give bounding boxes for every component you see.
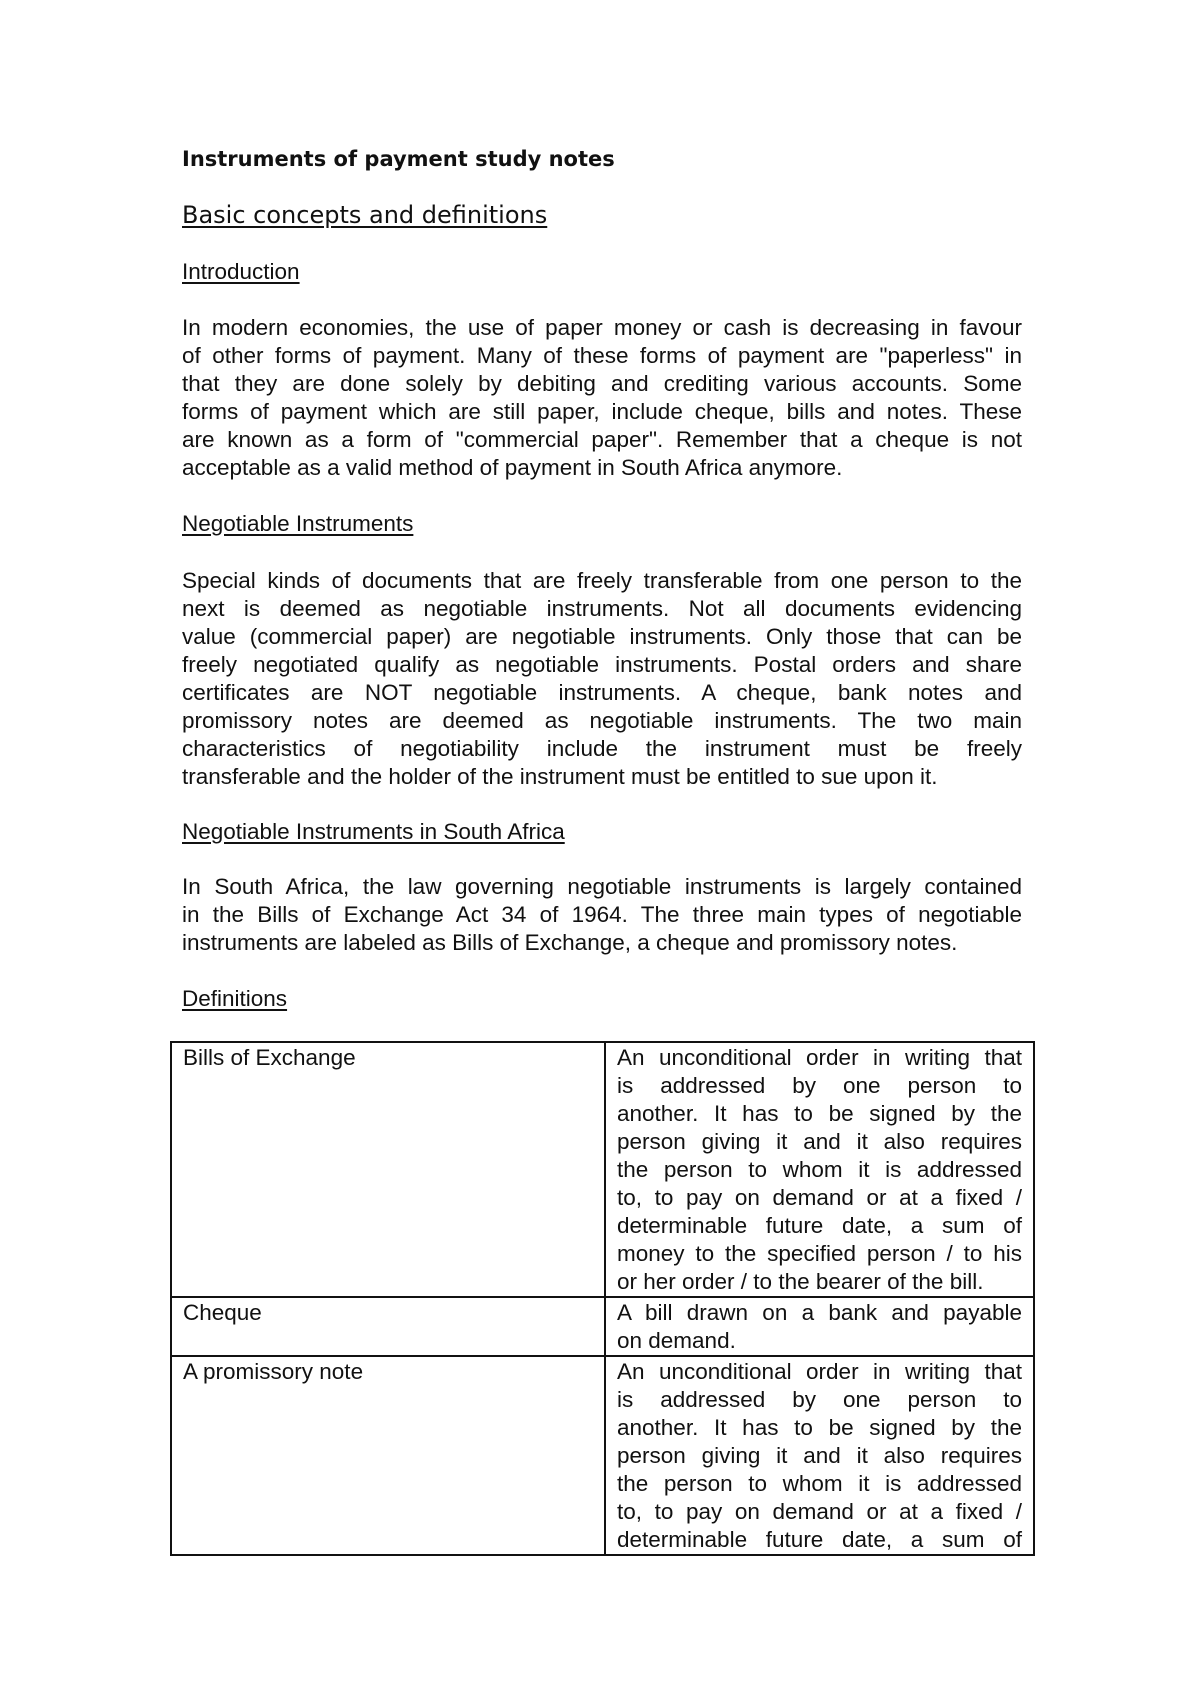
text-line: in the Bills of Exchange Act 34 of 1964. The three main types of negotiable bbox=[182, 902, 1022, 927]
definitions-heading: Definitions bbox=[182, 986, 288, 1011]
text-line: freely negotiated qualify as negotiable instruments. Postal orders and share bbox=[182, 652, 1022, 677]
definitions-table bbox=[170, 1041, 1035, 1556]
text-line: to, to pay on demand or at a fixed / bbox=[617, 1185, 1022, 1210]
term-cell: Bills of Exchange bbox=[171, 1042, 605, 1297]
text-line: promissory notes are deemed as negotiable instruments. The two main bbox=[182, 708, 1022, 733]
definition-cell bbox=[605, 1042, 1034, 1297]
definition-cell bbox=[605, 1356, 1034, 1555]
text-line: to, to pay on demand or at a fixed / bbox=[617, 1499, 1022, 1524]
text-line: person giving it and it also requires bbox=[617, 1443, 1022, 1468]
text-line: another. It has to be signed by the bbox=[617, 1415, 1022, 1440]
text-line: certificates are NOT negotiable instruments. A cheque, bank notes and bbox=[182, 680, 1022, 705]
table-row bbox=[171, 1356, 1034, 1555]
text-line: determinable future date, a sum of bbox=[617, 1213, 1022, 1238]
text-line: In modern economies, the use of paper money or cash is decreasing in favour bbox=[182, 315, 1022, 340]
text-line: value (commercial paper) are negotiable instruments. Only those that can be bbox=[182, 624, 1022, 649]
negotiable-instruments-paragraph bbox=[182, 567, 1022, 791]
text-line: determinable future date, a sum of bbox=[617, 1527, 1022, 1552]
introduction-heading: Introduction bbox=[182, 259, 300, 284]
text-line: next is deemed as negotiable instruments. Not all documents evidencing bbox=[182, 596, 1022, 621]
text-line: or her order / to the bearer of the bill. bbox=[617, 1269, 984, 1294]
text-line: on demand. bbox=[617, 1328, 736, 1353]
text-line: another. It has to be signed by the bbox=[617, 1101, 1022, 1126]
text-line: are known as a form of "commercial paper". Remember that a cheque is not bbox=[182, 427, 1022, 452]
introduction-paragraph bbox=[182, 314, 1022, 482]
text-line: A bill drawn on a bank and payable bbox=[617, 1300, 1022, 1325]
text-line: characteristics of negotiability include the instrument must be freely bbox=[182, 736, 1022, 761]
text-line: An unconditional order in writing that bbox=[617, 1359, 1022, 1384]
text-line: In South Africa, the law governing negotiable instruments is largely contained bbox=[182, 874, 1022, 899]
document-title: Instruments of payment study notes bbox=[182, 147, 615, 171]
text-line: the person to whom it is addressed bbox=[617, 1157, 1022, 1182]
term-cell: Cheque bbox=[171, 1297, 605, 1356]
term-cell: A promissory note bbox=[171, 1356, 605, 1555]
text-line: An unconditional order in writing that bbox=[617, 1045, 1022, 1070]
text-line: money to the specified person / to his bbox=[617, 1241, 1022, 1266]
text-line: that they are done solely by debiting and crediting various accounts. Some bbox=[182, 371, 1022, 396]
table-row bbox=[171, 1042, 1034, 1297]
definition-cell bbox=[605, 1297, 1034, 1356]
negotiable-instruments-heading: Negotiable Instruments bbox=[182, 511, 414, 536]
text-line: forms of payment which are still paper, include cheque, bills and notes. These bbox=[182, 399, 1022, 424]
table-row bbox=[171, 1297, 1034, 1356]
text-line: is addressed by one person to bbox=[617, 1073, 1022, 1098]
text-line: the person to whom it is addressed bbox=[617, 1471, 1022, 1496]
south-africa-heading: Negotiable Instruments in South Africa bbox=[182, 819, 565, 844]
text-line: acceptable as a valid method of payment in South Africa anymore. bbox=[182, 455, 843, 480]
text-line: transferable and the holder of the instrument must be entitled to sue upon it. bbox=[182, 764, 938, 789]
text-line: is addressed by one person to bbox=[617, 1387, 1022, 1412]
text-line: person giving it and it also requires bbox=[617, 1129, 1022, 1154]
south-africa-paragraph bbox=[182, 873, 1022, 957]
text-line: Special kinds of documents that are freely transferable from one person to the bbox=[182, 568, 1022, 593]
section-heading: Basic concepts and definitions bbox=[182, 201, 548, 229]
text-line: instruments are labeled as Bills of Exchange, a cheque and promissory notes. bbox=[182, 930, 958, 955]
text-line: of other forms of payment. Many of these forms of payment are "paperless" in bbox=[182, 343, 1022, 368]
